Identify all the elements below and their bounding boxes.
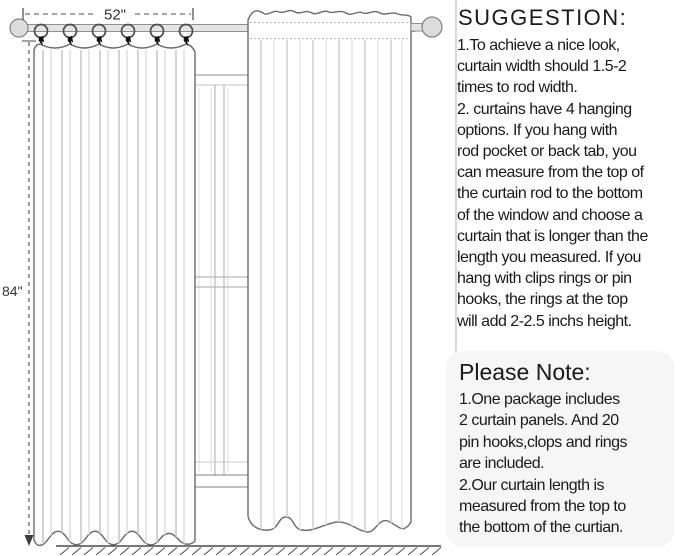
text-line: can measure from the top of	[457, 164, 644, 182]
please-note-text	[459, 389, 674, 539]
curtain-length-measurement	[2, 41, 36, 546]
text-line: 2. curtains have 4 hanging	[457, 100, 632, 118]
suggestion-title: SUGGESTION:	[458, 5, 628, 30]
suggestion-section	[457, 5, 679, 332]
right-finial-icon	[422, 17, 442, 37]
right-curtain-body	[248, 11, 411, 532]
left-curtain-body	[34, 44, 195, 545]
text-line: hooks, the rings at the top	[457, 291, 628, 309]
text-line: 2.Our curtain length is	[459, 476, 605, 494]
text-line: options. If you hang with	[457, 121, 618, 139]
text-line: of the window and choose a	[457, 206, 643, 224]
text-line: hang with clips rings or pin	[457, 270, 632, 288]
left-finial-icon	[10, 19, 28, 37]
floor-hatching	[60, 548, 441, 556]
text-line: 1.To achieve a nice look,	[457, 37, 620, 54]
text-line: times to rod width.	[457, 79, 578, 97]
text-line: curtain width should 1.5-2	[457, 58, 627, 76]
text-line: the curtain rod to the bottom	[457, 185, 643, 203]
text-line: measured from the top to	[459, 498, 626, 516]
text-line: length you measured. If you	[457, 249, 641, 267]
text-line: the bottom of the curtian.	[459, 519, 623, 537]
suggestion-text	[457, 35, 679, 332]
text-line: are included.	[459, 455, 545, 473]
text-line: will add 2-2.5 inchs height.	[457, 312, 632, 330]
text-line: rod pocket or back tab, you	[457, 143, 637, 161]
left-curtain-panel	[34, 44, 195, 545]
pin-hook-clips	[39, 36, 190, 46]
text-line: pin hooks,clops and rings	[459, 433, 628, 451]
right-curtain-panel	[248, 11, 411, 534]
rod-width-measurement	[23, 7, 193, 24]
arrow-down-icon	[25, 535, 34, 546]
text-line: curtain that is longer than the	[457, 227, 648, 245]
floor	[56, 546, 441, 555]
rod-width-label: 52"	[103, 6, 127, 24]
text-line: 2 curtain panels. And 20	[459, 412, 619, 430]
please-note-title: Please Note:	[459, 359, 591, 385]
text-line: 1.One package includes	[459, 391, 620, 408]
curtain-length-label: 84"	[2, 283, 23, 299]
please-note-box	[446, 351, 674, 547]
